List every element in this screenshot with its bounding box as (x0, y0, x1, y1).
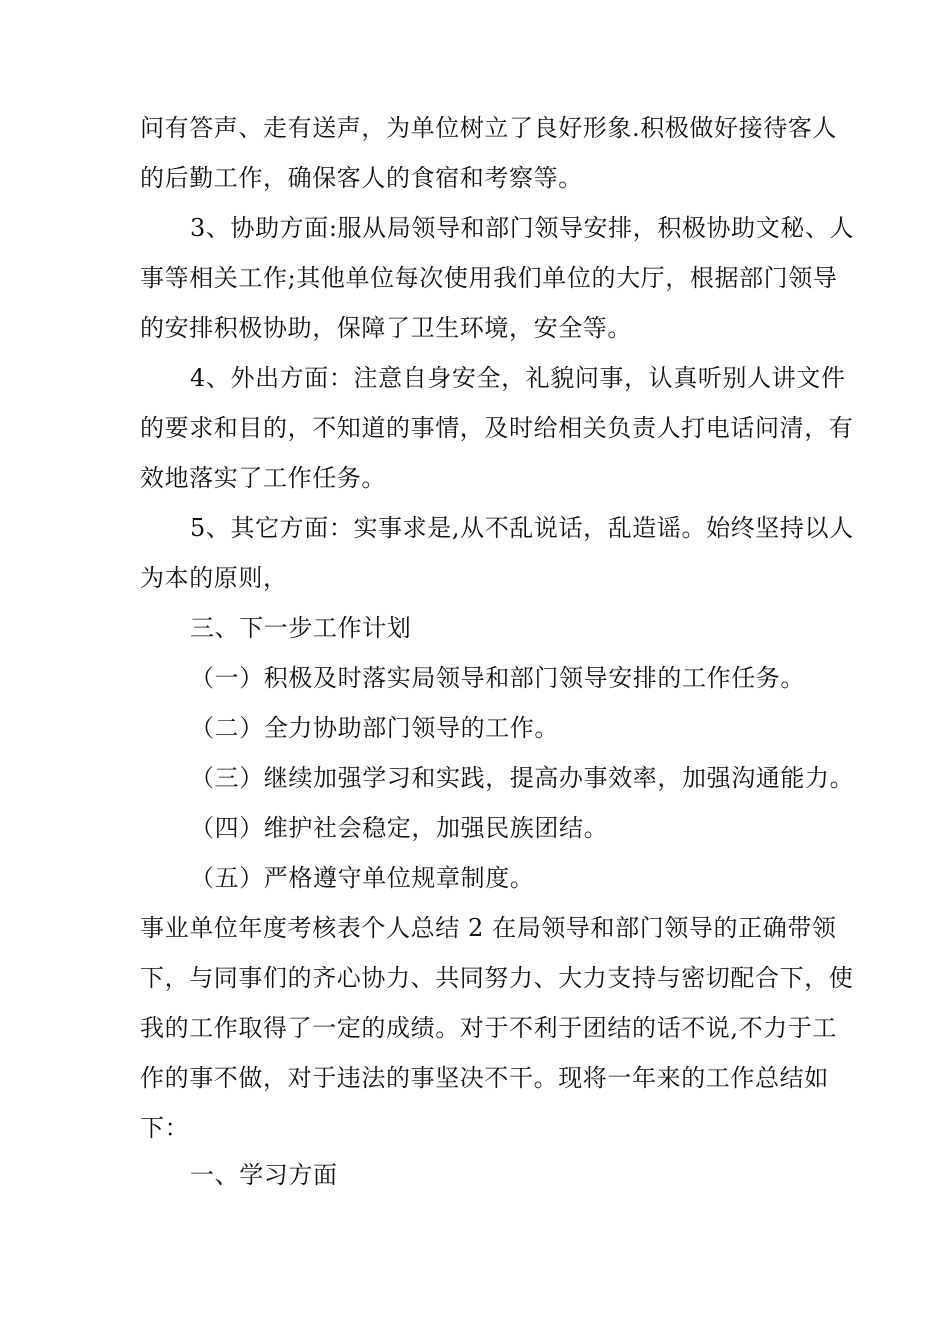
text-line: 5、其它方面：实事求是,从不乱说话，乱造谣。始终坚持以人 (190, 514, 854, 542)
list-item: （四）维护社会稳定，加强民族团结。 (190, 814, 609, 842)
text-line: 4、外出方面：注意自身安全，礼貌问事，认真听别人讲文件 (190, 364, 846, 392)
list-item: （二）全力协助部门领导的工作。 (190, 714, 559, 742)
text-line: 的后勤工作，确保客人的食宿和考察等。 (140, 164, 583, 192)
text-line: 下，与同事们的齐心协力、共同努力、大力支持与密切配合下，使 (140, 964, 854, 992)
list-item: （五）严格遵守单位规章制度。 (190, 864, 535, 892)
text-line: 下： (140, 1114, 190, 1142)
text-line: 问有答声、走有送声，为单位树立了良好形象.积极做好接待客人 (140, 114, 838, 142)
text-line: 事等相关工作;其他单位每次使用我们单位的大厅，根据部门领导 (140, 264, 838, 292)
section-heading: 三、下一步工作计划 (190, 614, 412, 642)
list-item: （一）积极及时落实局领导和部门领导安排的工作任务。 (190, 664, 805, 692)
text-line: 为本的原则， (140, 564, 288, 592)
text-line: 的安排积极协助，保障了卫生环境，安全等。 (140, 314, 632, 342)
text-line: 3、协助方面:服从局领导和部门领导安排，积极协助文秘、人 (190, 214, 855, 242)
text-line: 作的事不做，对于违法的事坚决不干。现将一年来的工作总结如 (140, 1064, 829, 1092)
section-heading: 一、学习方面 (190, 1161, 338, 1189)
text-line: 事业单位年度考核表个人总结 2 在局领导和部门领导的正确带领 (140, 914, 837, 942)
list-item: （三）继续加强学习和实践，提高办事效率，加强沟通能力。 (190, 764, 855, 792)
text-line: 我的工作取得了一定的成绩。对于不利于团结的话不说,不力于工 (140, 1014, 838, 1042)
text-line: 的要求和目的，不知道的事情，及时给相关负责人打电话问清，有 (140, 414, 854, 442)
text-line: 效地落实了工作任务。 (140, 464, 386, 492)
